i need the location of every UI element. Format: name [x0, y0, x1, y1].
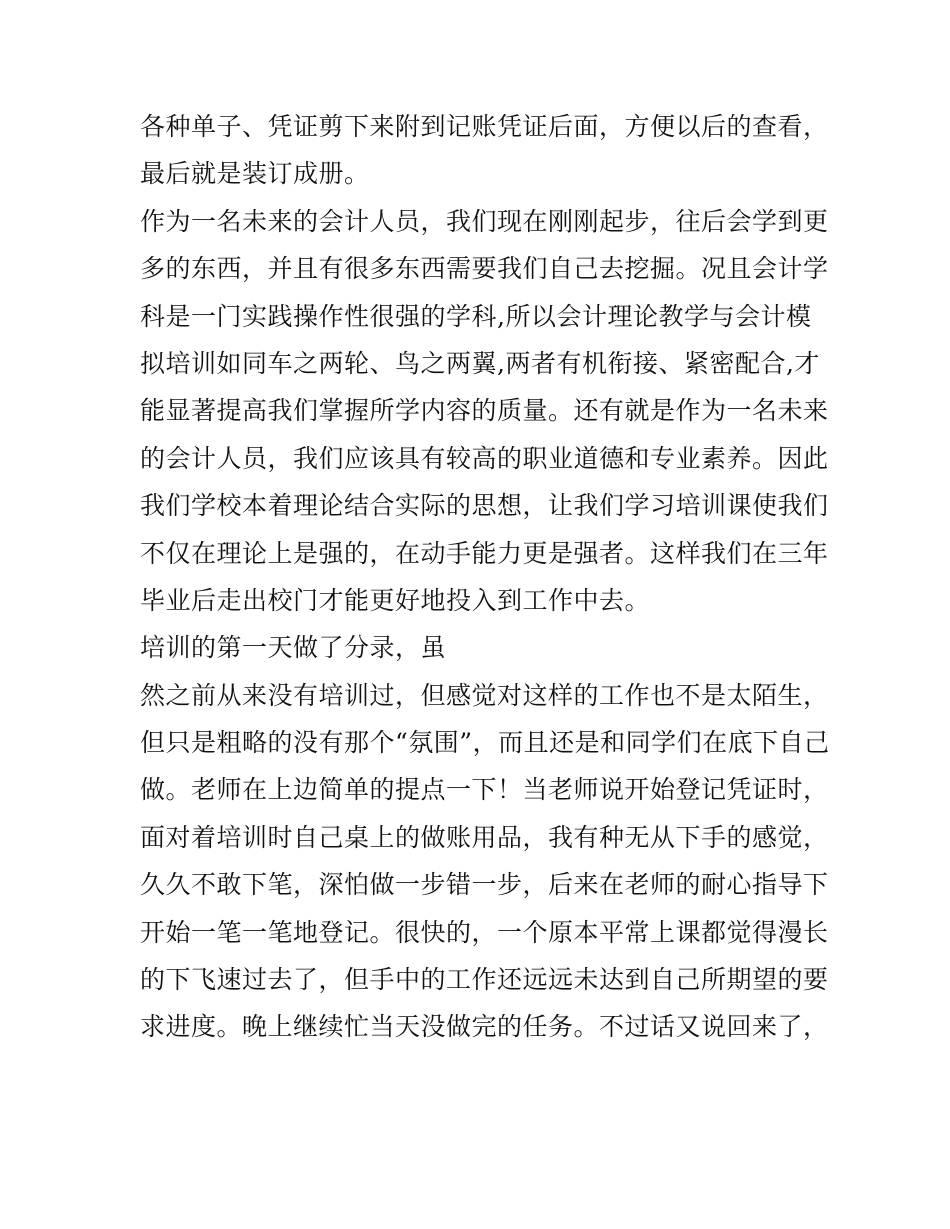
- text-line: 的下飞速过去了，但手中的工作还远远未达到自己所期望的要: [140, 965, 829, 995]
- text-line: 各种单子、凭证剪下来附到记账凭证后面，方便以后的查看，: [140, 112, 829, 141]
- text-line: 但只是粗略的没有那个“氛围”，而且还是和同学们在底下自己: [140, 728, 830, 758]
- text-line: 多的东西，并且有很多东西需要我们自己去挖掘。况且会计学: [140, 254, 829, 284]
- text-line: 培训的第一天做了分录，虽: [140, 633, 447, 663]
- text-line: 毕业后走出校门才能更好地投入到工作中去。: [140, 585, 651, 615]
- text-line: 作为一名未来的会计人员，我们现在刚刚起步，往后会学到更: [140, 206, 829, 236]
- text-line: 不仅在理论上是强的，在动手能力更是强者。这样我们在三年: [140, 538, 829, 568]
- text-line: 做。老师在上边简单的提点一下！当老师说开始登记凭证时，: [140, 775, 829, 805]
- text-line: 的会计人员，我们应该具有较高的职业道德和专业素养。因此: [140, 443, 829, 473]
- text-line: 面对着培训时自己桌上的做账用品，我有种无从下手的感觉，: [140, 822, 829, 852]
- text-line: 能显著提高我们掌握所学内容的质量。还有就是作为一名未来: [140, 396, 829, 426]
- body-text: [140, 103, 830, 1051]
- text-line: 我们学校本着理论结合实际的思想，让我们学习培训课使我们: [140, 491, 829, 521]
- text-line: 求进度。晚上继续忙当天没做完的任务。不过话又说回来了，: [140, 1012, 829, 1042]
- text-line: 最后就是装订成册。: [140, 159, 370, 189]
- text-line: 久久不敢下笔，深怕做一步错一步，后来在老师的耐心指导下: [140, 870, 829, 900]
- text-line: 科是一门实践操作性很强的学科,所以会计理论教学与会计模: [140, 301, 812, 331]
- text-line: 开始一笔一笔地登记。很快的，一个原本平常上课都觉得漫长: [140, 917, 829, 947]
- text-line: 然之前从来没有培训过，但感觉对这样的工作也不是太陌生，: [140, 680, 829, 710]
- text-line: 拟培训如同车之两轮、鸟之两翼,两者有机衔接、紧密配合,才: [140, 348, 820, 378]
